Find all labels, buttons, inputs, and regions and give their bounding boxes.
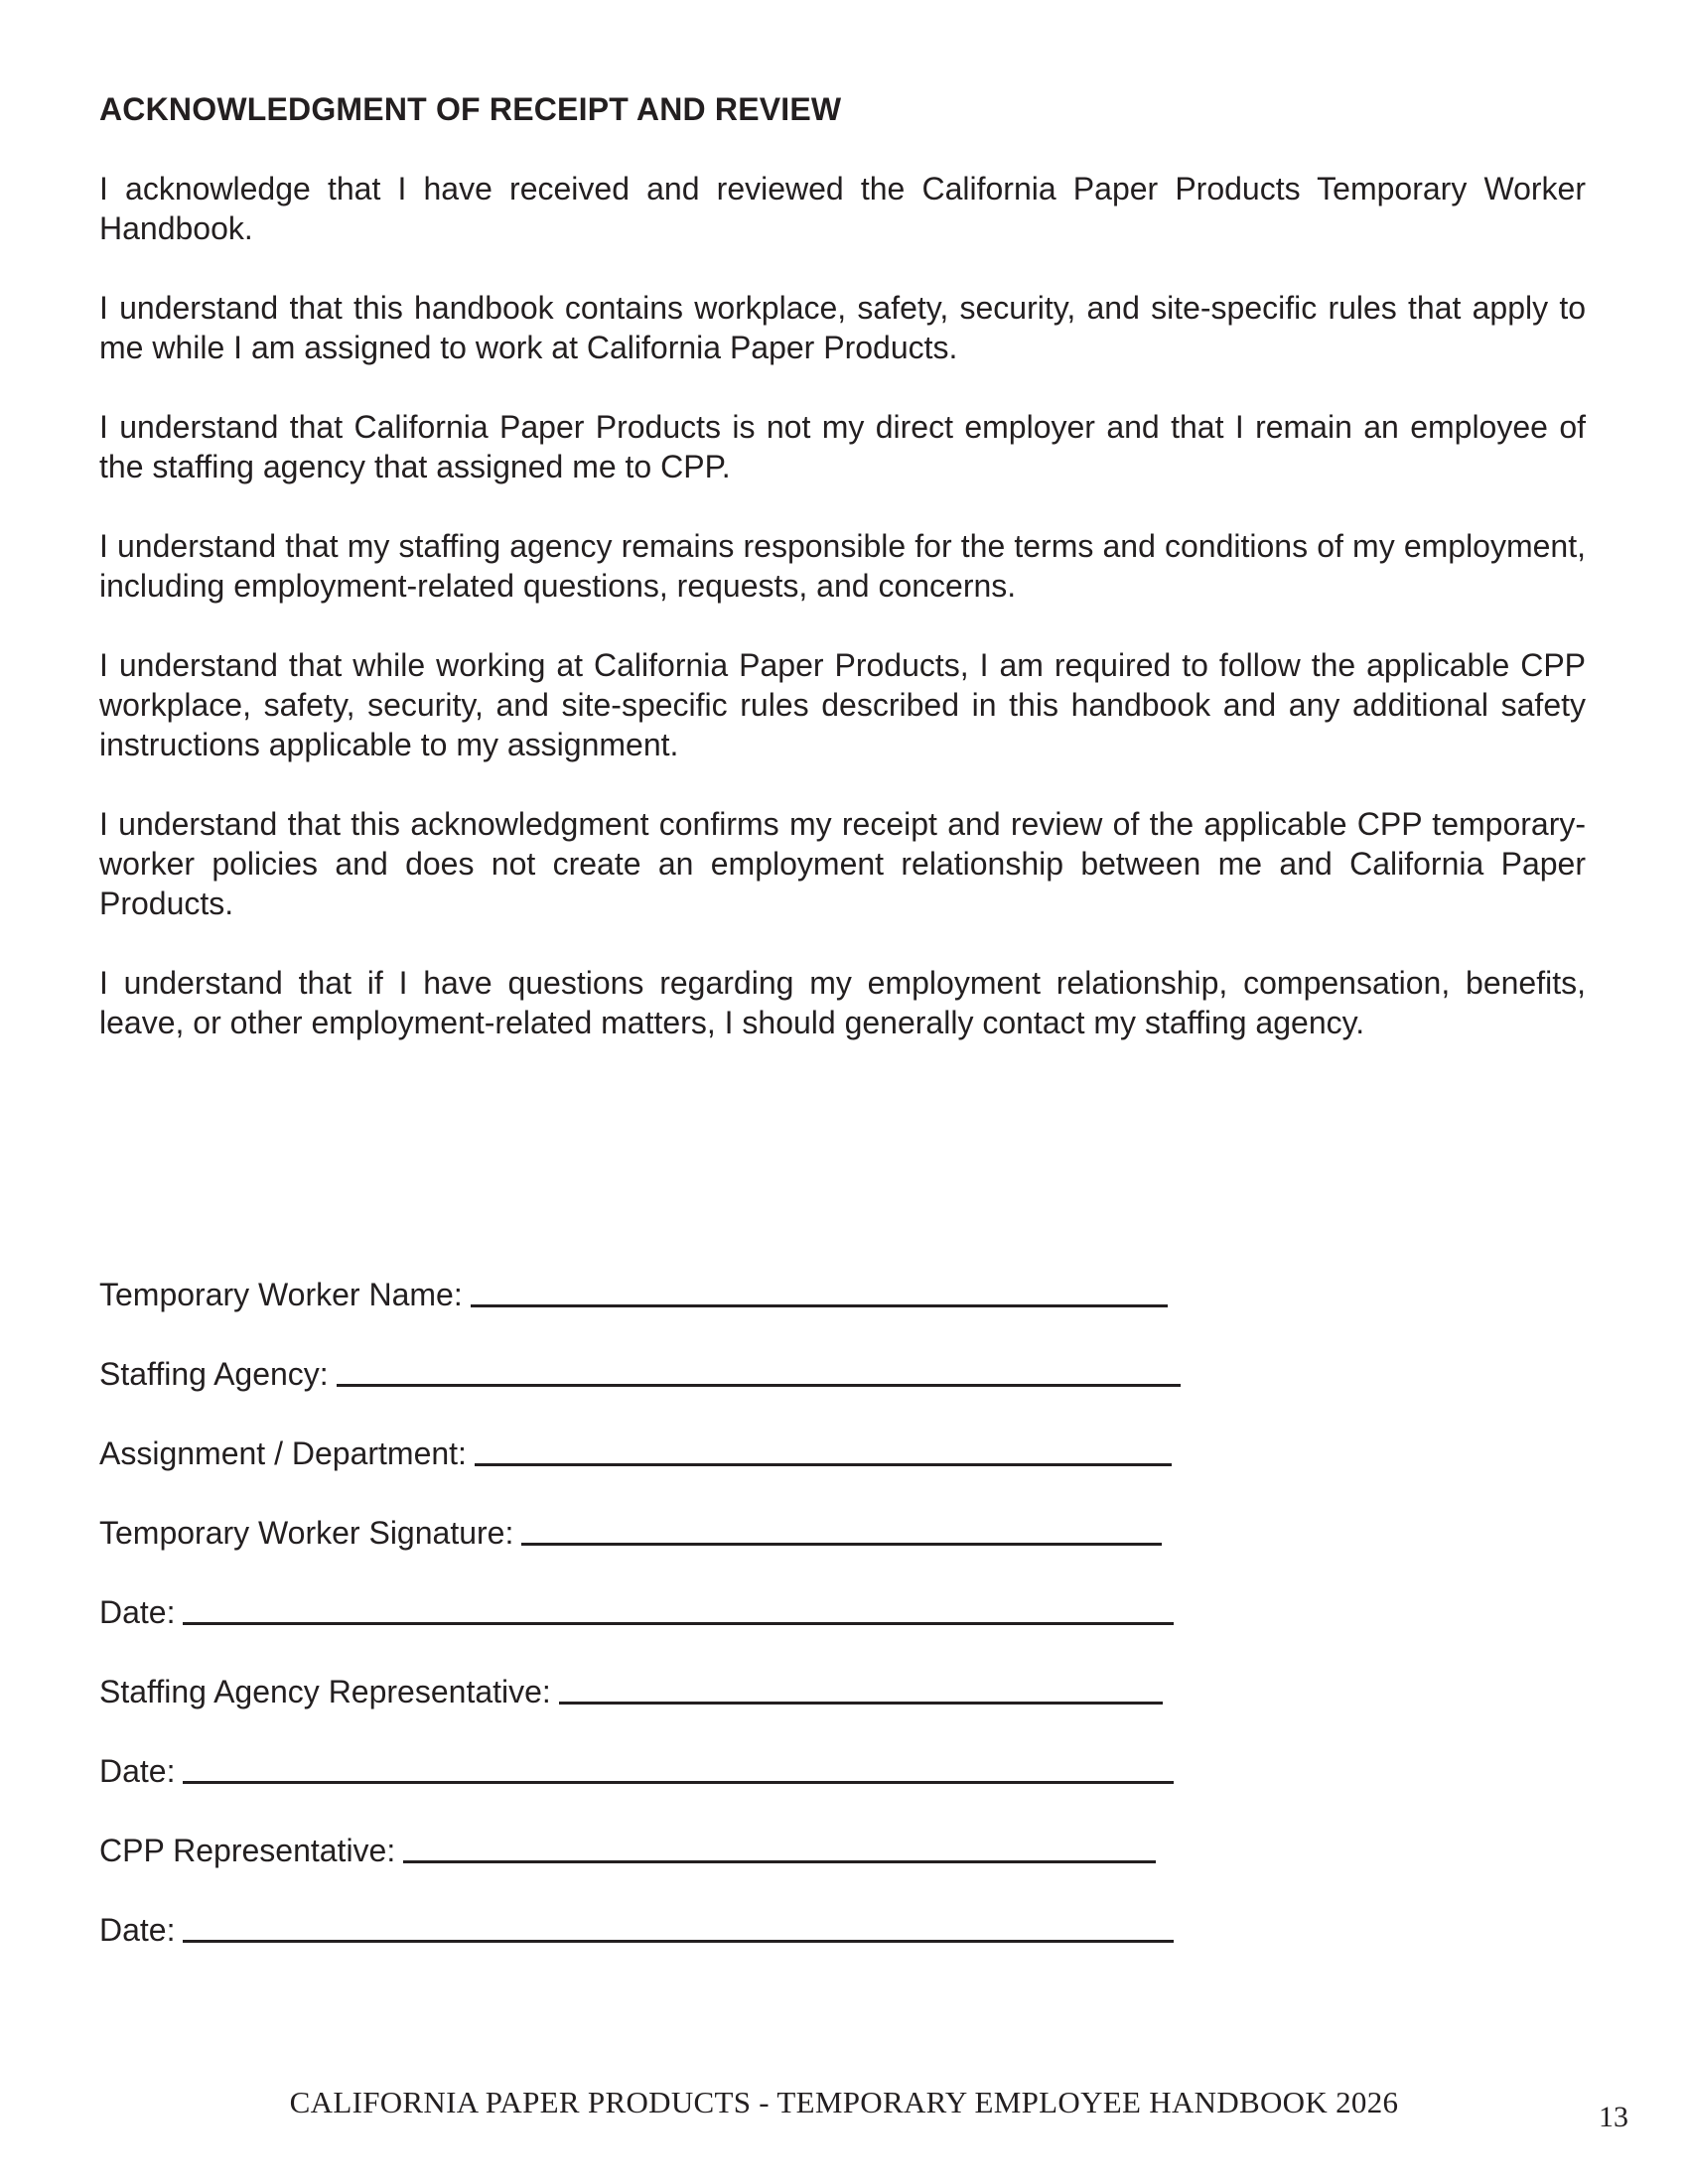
- page-heading: ACKNOWLEDGMENT OF RECEIPT AND REVIEW: [99, 91, 842, 127]
- fill-in-line[interactable]: [183, 1910, 1174, 1943]
- fill-in-line[interactable]: [521, 1513, 1162, 1546]
- field-date-agency: [99, 1751, 1241, 1831]
- paragraph-contact-agency: I understand that if I have questions regarding my employment relationship, compensation, benefits, leave, or other employment-related matters, I should generally contact my staffing agency.: [99, 965, 1586, 1040]
- page-footer: CALIFORNIA PAPER PRODUCTS - TEMPORARY EMPLOYEE HANDBOOK 2026: [289, 2085, 1399, 2119]
- paragraph-receipt: I acknowledge that I have received and reviewed the California Paper Products Temporary Worker Handbook.: [99, 171, 1586, 246]
- paragraph-no-employment-relationship: I understand that this acknowledgment confirms my receipt and review of the applicable CPP temporary-worker policies and does not create an employment relationship between me and California Paper Products.: [99, 806, 1586, 921]
- fill-in-line[interactable]: [559, 1672, 1163, 1705]
- field-label: Assignment / Department:: [99, 1435, 467, 1471]
- field-label: Temporary Worker Signature:: [99, 1515, 514, 1551]
- field-staffing-agency-representative: [99, 1672, 1241, 1751]
- signature-fields: [99, 1275, 1241, 1989]
- fill-in-line[interactable]: [183, 1751, 1174, 1784]
- field-assignment-department: [99, 1433, 1241, 1513]
- field-label: CPP Representative:: [99, 1833, 396, 1868]
- paragraph-handbook-rules: I understand that this handbook contains workplace, safety, security, and site-specific rules that apply to me while I am assigned to work at California Paper Products.: [99, 290, 1586, 365]
- field-staffing-agency: [99, 1354, 1241, 1433]
- page-number: 13: [1599, 2101, 1628, 2133]
- paragraph-follow-rules: I understand that while working at California Paper Products, I am required to follow the applicable CPP workplace, safety, security, and site-specific rules described in this handbook and any additional safety instructions applicable to my assignment.: [99, 647, 1586, 762]
- fill-in-line[interactable]: [471, 1275, 1168, 1307]
- field-label: Date:: [99, 1912, 176, 1948]
- field-label: Staffing Agency:: [99, 1356, 329, 1392]
- field-label: Staffing Agency Representative:: [99, 1674, 551, 1709]
- field-temporary-worker-signature: [99, 1513, 1241, 1592]
- paragraph-agency-responsible: I understand that my staffing agency remains responsible for the terms and conditions of my employment, including employment-related questions, requests, and concerns.: [99, 528, 1586, 604]
- field-cpp-representative: [99, 1831, 1241, 1910]
- field-label: Date:: [99, 1594, 176, 1630]
- fill-in-line[interactable]: [337, 1354, 1181, 1387]
- field-date-worker: [99, 1592, 1241, 1672]
- field-date-cpp: [99, 1910, 1241, 1989]
- field-temporary-worker-name: [99, 1275, 1241, 1354]
- fill-in-line[interactable]: [475, 1433, 1172, 1466]
- fill-in-line[interactable]: [403, 1831, 1156, 1863]
- fill-in-line[interactable]: [183, 1592, 1174, 1625]
- field-label: Date:: [99, 1753, 176, 1789]
- acknowledgment-body: [99, 169, 1586, 1082]
- paragraph-not-direct-employer: I understand that California Paper Products is not my direct employer and that I remain an employee of the staffing agency that assigned me to CPP.: [99, 409, 1586, 484]
- field-label: Temporary Worker Name:: [99, 1277, 463, 1312]
